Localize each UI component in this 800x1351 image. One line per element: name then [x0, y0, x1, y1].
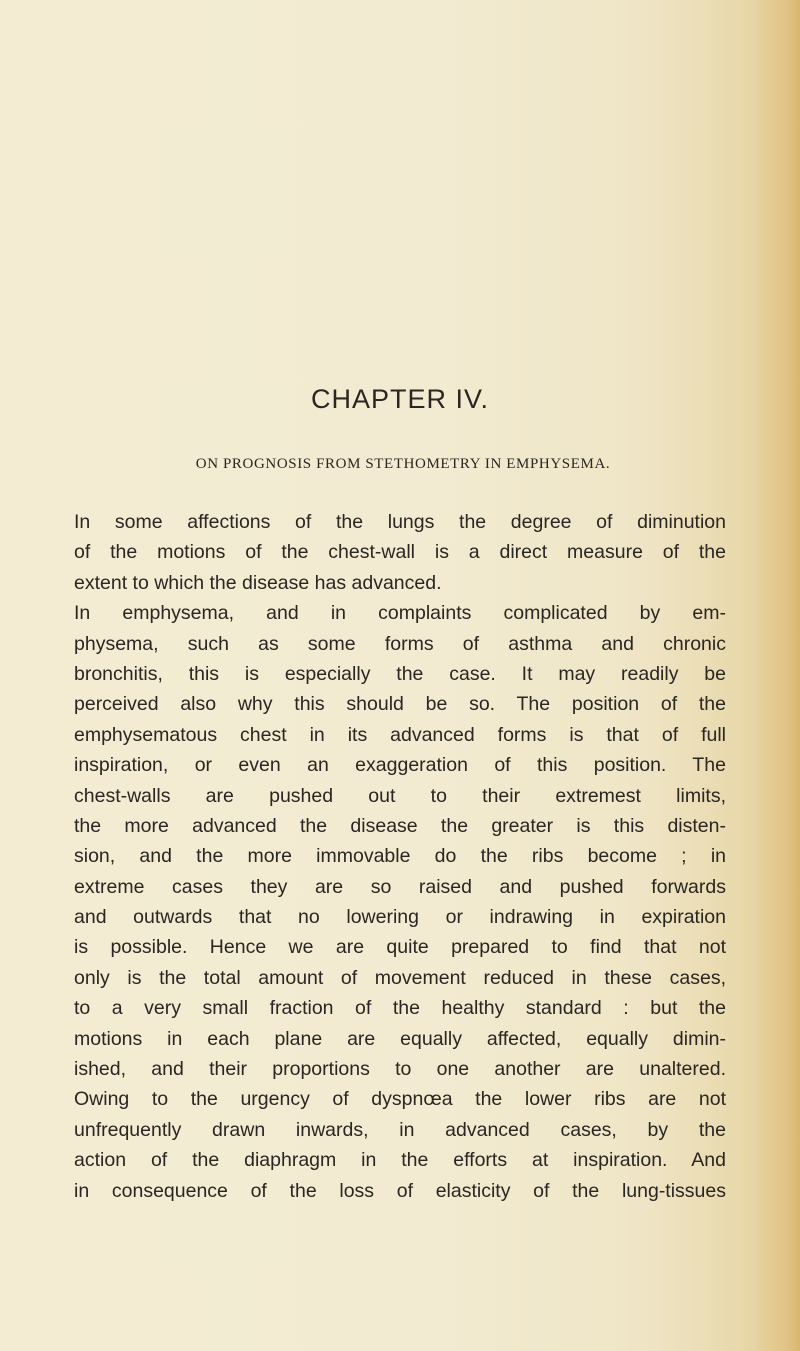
text-line: bronchitis, this is especially the case. It may readily be [74, 662, 726, 685]
text-line: and outwards that no lowering or indrawing in expiration [74, 906, 726, 929]
text-line: extreme cases they are so raised and pushed forwards [74, 875, 726, 898]
text-line: perceived also why this should be so. The position of the [74, 693, 726, 716]
page-edge-shadow [754, 0, 800, 1351]
text-line: emphysematous chest in its advanced forms is that of full [74, 723, 726, 746]
section-heading: ON PROGNOSIS FROM STETHOMETRY IN EMPHYSEMA. [195, 456, 611, 472]
text-line: ished, and their proportions to one another are unaltered. [74, 1058, 726, 1081]
text-line: In some affections of the lungs the degree of diminution [74, 511, 726, 533]
text-line: only is the total amount of movement reduced in these cases, [74, 966, 726, 989]
text-line: extent to which the disease has advanced. [74, 571, 442, 594]
text-line: motions in each plane are equally affected, equally dimin- [74, 1027, 726, 1050]
text-line: sion, and the more immovable do the ribs become ; in [74, 845, 726, 868]
text-line: unfrequently drawn inwards, in advanced cases, by the [74, 1118, 726, 1141]
text-line: Owing to the urgency of dyspnœa the lower ribs are not [74, 1088, 726, 1111]
text-line: action of the diaphragm in the efforts at inspiration. And [74, 1149, 726, 1172]
text-line: to a very small fraction of the healthy standard : but the [74, 997, 726, 1020]
text-line: inspiration, or even an exaggeration of this position. The [74, 754, 726, 777]
text-line: the more advanced the disease the greater is this disten- [74, 814, 726, 837]
text-line: of the motions of the chest-wall is a direct measure of the [74, 541, 726, 564]
text-line: In emphysema, and in complaints complicated by em- [74, 602, 726, 625]
body-text [74, 507, 726, 1206]
text-line: physema, such as some forms of asthma and chronic [74, 632, 726, 655]
text-line: in consequence of the loss of elasticity of the lung-tissues [74, 1179, 726, 1202]
text-line: chest-walls are pushed out to their extremest limits, [74, 784, 726, 807]
text-line: is possible. Hence we are quite prepared to find that not [74, 936, 726, 959]
chapter-title: CHAPTER IV. [310, 384, 490, 414]
